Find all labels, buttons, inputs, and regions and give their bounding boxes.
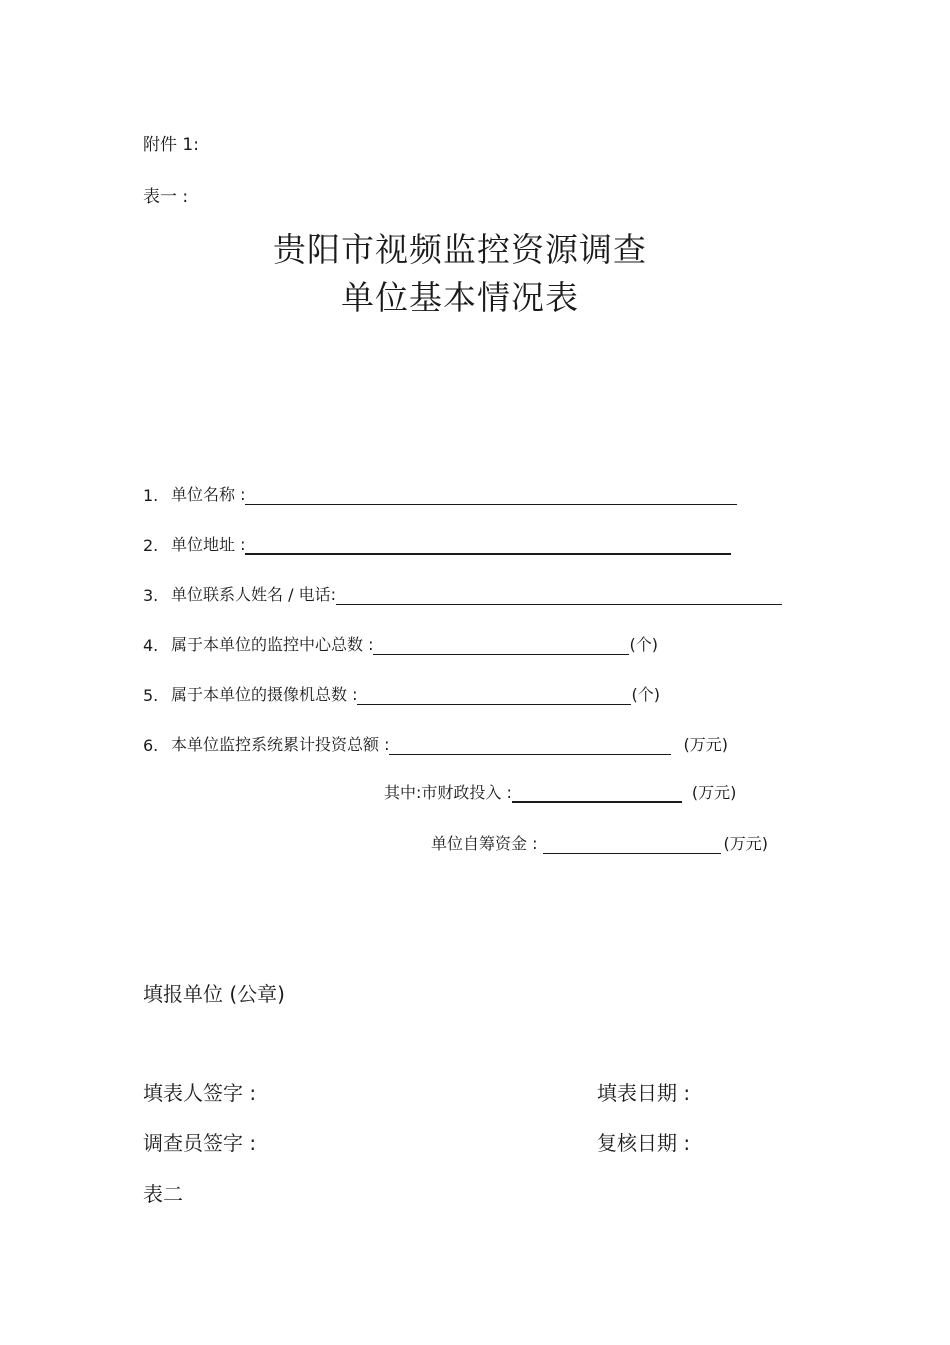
municipal-finance-input-line[interactable]	[512, 783, 682, 803]
monitor-centers-input-line[interactable]	[373, 636, 629, 655]
field-unit: (万元)	[723, 834, 768, 853]
field-label: 单位自筹资金 :	[431, 834, 538, 853]
surveyor-signature-label: 调查员签字 :	[143, 1131, 257, 1155]
field-label: 单位联系人姓名 / 电话:	[171, 585, 336, 604]
table-two-label: 表二	[143, 1182, 183, 1206]
field-label: 属于本单位的摄像机总数 :	[171, 685, 358, 704]
unit-seal-label: 填报单位 (公章)	[143, 982, 285, 1006]
unit-name-input-line[interactable]	[245, 486, 737, 505]
review-date-label: 复核日期 :	[597, 1131, 691, 1155]
document-title-line1: 贵阳市视频监控资源调查	[273, 230, 647, 269]
cameras-input-line[interactable]	[357, 686, 631, 705]
field-number: 6.	[143, 736, 159, 755]
field-unit: (万元)	[691, 783, 737, 802]
fill-date-label: 填表日期 :	[597, 1081, 691, 1105]
field-label: 其中:市财政投入 :	[384, 783, 512, 802]
filler-signature-label: 填表人签字 :	[143, 1081, 257, 1105]
self-raised-funds-input-line[interactable]	[543, 835, 721, 854]
table-one-label: 表一 :	[143, 187, 189, 207]
attachment-label: 附件 1:	[143, 135, 199, 155]
field-municipal-finance	[384, 780, 736, 803]
field-number: 5.	[143, 686, 159, 705]
field-label: 属于本单位的监控中心总数 :	[171, 635, 374, 654]
field-label: 本单位监控系统累计投资总额 :	[171, 735, 390, 754]
field-unit-address	[143, 532, 735, 555]
field-number: 2.	[143, 536, 159, 555]
field-total-investment	[143, 732, 728, 755]
field-unit: (个)	[631, 685, 660, 704]
field-contact	[143, 582, 786, 605]
document-title-line2: 单位基本情况表	[341, 278, 579, 317]
contact-input-line[interactable]	[336, 586, 782, 605]
field-cameras	[143, 682, 660, 705]
field-number: 3.	[143, 586, 159, 605]
field-unit-name	[143, 482, 741, 505]
field-self-raised-funds	[431, 831, 768, 854]
field-unit: (个)	[629, 635, 658, 654]
field-label: 单位名称 :	[171, 485, 246, 504]
total-investment-input-line[interactable]	[389, 736, 671, 755]
field-number: 4.	[143, 636, 159, 655]
field-monitor-centers	[143, 632, 658, 655]
unit-address-input-line[interactable]	[245, 535, 731, 555]
field-unit: (万元)	[683, 735, 728, 754]
field-label: 单位地址 :	[171, 535, 246, 554]
field-number: 1.	[143, 486, 159, 505]
